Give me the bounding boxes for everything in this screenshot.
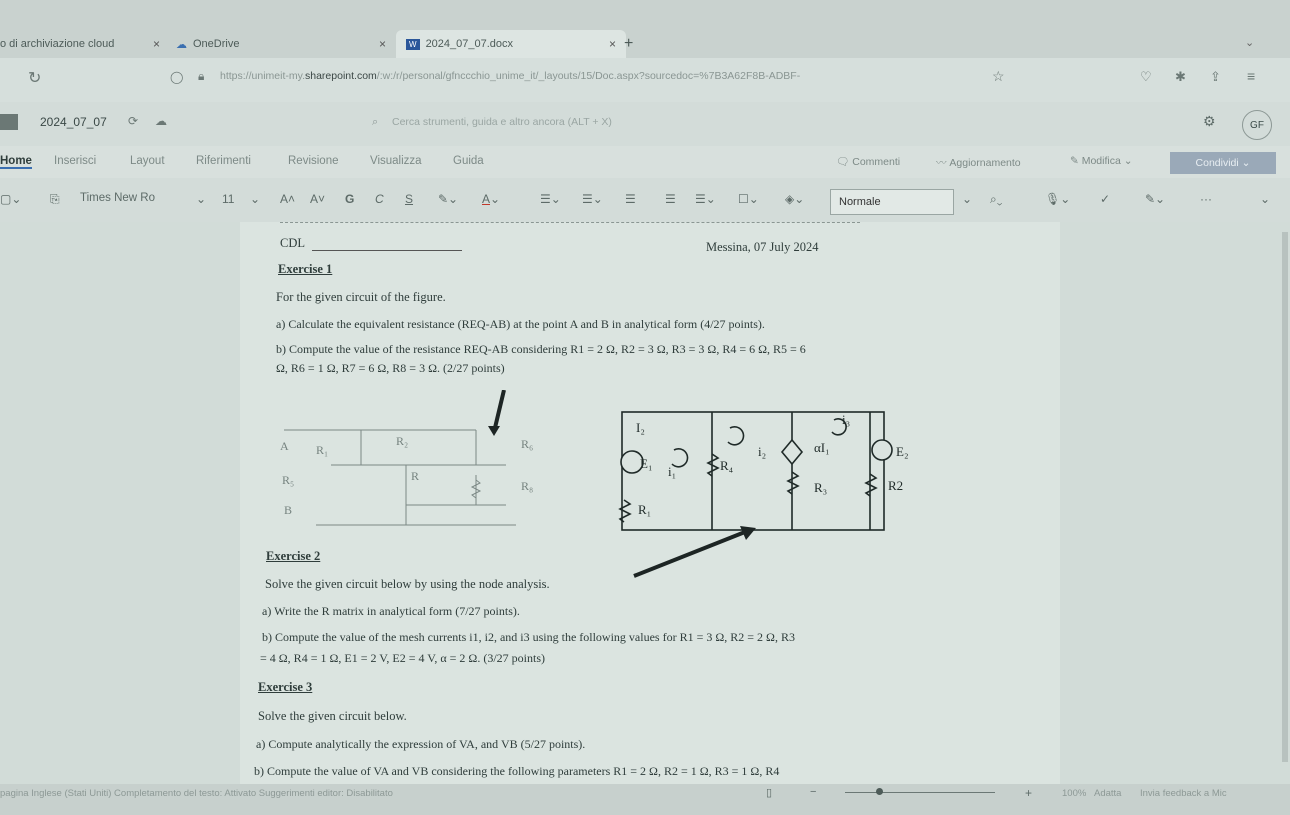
catchup-label: Aggiornamento bbox=[949, 157, 1021, 169]
star-icon[interactable]: ☆ bbox=[992, 68, 1005, 84]
svg-text:R: R bbox=[411, 469, 420, 483]
pocket-icon[interactable]: ♡ bbox=[1140, 69, 1152, 84]
new-tab-button[interactable]: + bbox=[624, 35, 634, 52]
word-app-bar bbox=[0, 102, 1290, 146]
sync-icon[interactable]: ⟳ bbox=[128, 114, 139, 128]
url-path: /:w:/r/personal/gfnccchio_unime_it/_layouts/15/Doc.aspx?sourcedoc=%7B3A62F8B-ADBF- bbox=[376, 70, 801, 82]
exercise-2-part-b-line2: = 4 Ω, R4 = 1 Ω, E1 = 2 V, E2 = 4 V, α = 2 Ω. (3/27 points) bbox=[260, 651, 546, 665]
exercise-2-part-a: a) Write the R matrix in analytical form (7/27 points). bbox=[262, 604, 520, 618]
svg-text:R₁: R₁ bbox=[316, 443, 329, 457]
svg-text:E₂: E₂ bbox=[896, 444, 908, 459]
status-text: pagina Inglese (Stati Uniti) Completamento del testo: Attivato Suggerimenti editor: Disabilitato bbox=[0, 788, 393, 799]
exercise-2-part-b-line1: b) Compute the value of the mesh currents i1, i2, and i3 using the following values for R1 = 3 Ω, R2 = 2 Ω, R3 bbox=[262, 630, 795, 644]
exercise-2-title: Exercise 2 bbox=[266, 549, 321, 563]
search-input[interactable]: Cerca strumenti, guida e altro ancora (ALT + X) bbox=[392, 116, 612, 128]
highlight-icon[interactable]: ✎⌄ bbox=[438, 192, 459, 206]
svg-text:R₁: R₁ bbox=[638, 502, 652, 517]
tab-label: 2024_07_07.docx bbox=[425, 38, 514, 50]
document-title[interactable]: 2024_07_07 bbox=[40, 115, 107, 129]
font-size-select[interactable]: 11 bbox=[222, 192, 235, 206]
zoom-in-icon[interactable]: + bbox=[1025, 786, 1033, 800]
url-field[interactable] bbox=[220, 70, 800, 82]
ribbon-tabs bbox=[0, 146, 1290, 178]
address-bar-row bbox=[0, 58, 1290, 102]
tab-label: o di archiviazione cloud bbox=[0, 38, 115, 50]
styles-dropdown-icon[interactable]: ⌄ bbox=[962, 192, 973, 206]
tab-references[interactable]: Riferimenti bbox=[196, 155, 251, 167]
zoom-slider-handle[interactable] bbox=[876, 788, 883, 795]
circuit-figure-1 bbox=[276, 390, 536, 540]
svg-text:R2: R2 bbox=[888, 478, 904, 493]
shading-icon[interactable]: ◈⌄ bbox=[785, 192, 805, 206]
reload-icon[interactable]: ↻ bbox=[28, 70, 42, 87]
exercise-1-part-a: a) Calculate the equivalent resistance (REQ-AB) at the point A and B in analytical form (4/27 points). bbox=[276, 317, 765, 331]
svg-text:i₁: i₁ bbox=[668, 464, 677, 479]
chevron-down-icon[interactable]: ⌄ bbox=[1245, 37, 1255, 49]
app-launcher-icon[interactable] bbox=[0, 114, 18, 130]
collapse-ribbon-icon[interactable]: ⌄ bbox=[1260, 192, 1271, 206]
editing-mode-button[interactable]: ✎ Modifica ⌄ bbox=[1070, 155, 1133, 167]
zoom-level[interactable]: 100% bbox=[1062, 788, 1087, 799]
tab-help[interactable]: Guida bbox=[453, 155, 484, 167]
borders-icon[interactable]: ☐⌄ bbox=[738, 192, 759, 206]
tab-insert[interactable]: Inserisci bbox=[54, 155, 97, 167]
close-icon[interactable]: × bbox=[608, 37, 616, 51]
formatting-toolbar bbox=[0, 178, 1290, 222]
align-icon[interactable]: ☰⌄ bbox=[695, 192, 716, 206]
status-bar bbox=[0, 784, 1290, 815]
pencil-icon: ✎ bbox=[1070, 155, 1082, 167]
exercise-1-title: Exercise 1 bbox=[278, 262, 333, 276]
word-icon: W bbox=[406, 39, 420, 50]
header-rule bbox=[280, 222, 860, 223]
tab-layout[interactable]: Layout bbox=[130, 155, 165, 167]
svg-text:αI₁: αI₁ bbox=[814, 440, 830, 455]
exercise-3-intro: Solve the given circuit below. bbox=[258, 709, 407, 723]
zoom-out-icon[interactable]: − bbox=[810, 786, 817, 798]
cdl-label: CDL bbox=[280, 236, 305, 250]
wave-icon: 〰 bbox=[936, 157, 950, 169]
cdl-blank-line bbox=[312, 250, 462, 251]
lock-icon[interactable]: 🔒︎ bbox=[198, 69, 205, 83]
share-icon[interactable]: ⇪ bbox=[1210, 69, 1221, 84]
bullets-icon[interactable]: ☰⌄ bbox=[540, 192, 561, 206]
share-label: Condividi bbox=[1195, 157, 1239, 169]
designer-icon[interactable]: ✎⌄ bbox=[1145, 192, 1166, 206]
svg-text:i₃: i₃ bbox=[842, 412, 851, 427]
svg-text:A: A bbox=[280, 439, 289, 453]
svg-text:R₃: R₃ bbox=[814, 480, 828, 495]
tab-review[interactable]: Revisione bbox=[288, 155, 339, 167]
grow-font-icon[interactable]: A˄ bbox=[280, 192, 296, 206]
gear-icon[interactable]: ⚙ bbox=[1203, 113, 1216, 129]
tab-onedrive[interactable] bbox=[176, 30, 386, 58]
editing-label: Modifica bbox=[1081, 155, 1121, 167]
pointer-arrow bbox=[630, 522, 770, 582]
close-icon[interactable]: × bbox=[378, 37, 386, 51]
exercise-2-intro: Solve the given circuit below by using the node analysis. bbox=[265, 577, 550, 591]
clipboard-icon[interactable]: ⎘ bbox=[50, 192, 60, 206]
tab-cloud-storage[interactable] bbox=[0, 30, 160, 58]
fit-button[interactable]: Adatta bbox=[1094, 788, 1122, 799]
dictate-icon[interactable]: 🎙︎⌄ bbox=[1045, 192, 1071, 206]
exercise-1-intro: For the given circuit of the figure. bbox=[276, 290, 446, 304]
catchup-button[interactable] bbox=[936, 155, 1021, 170]
svg-text:R₂: R₂ bbox=[396, 434, 409, 448]
numbering-icon[interactable]: ☰⌄ bbox=[582, 192, 603, 206]
outdent-icon[interactable]: ☰ bbox=[625, 192, 636, 206]
exercise-3-part-b: b) Compute the value of VA and VB considering the following parameters R1 = 2 Ω, R2 = 1 Ω, R3 = 1 Ω, R4 bbox=[254, 764, 780, 778]
zoom-slider[interactable] bbox=[845, 792, 995, 793]
italic-icon[interactable]: C bbox=[375, 192, 384, 206]
view-mode-icon[interactable]: ▯ bbox=[766, 787, 773, 799]
cloud-icon: ☁ bbox=[176, 38, 187, 51]
style-select[interactable]: Normale bbox=[830, 189, 954, 215]
share-button[interactable]: Condividi ⌄ bbox=[1170, 152, 1276, 174]
comment-icon: 🗨︎ bbox=[836, 156, 853, 168]
place-date: Messina, 07 July 2024 bbox=[706, 240, 819, 254]
tab-docx[interactable] bbox=[396, 30, 626, 58]
font-name-select[interactable]: Times New Ro bbox=[80, 192, 155, 204]
svg-text:R₅: R₅ bbox=[282, 473, 295, 487]
underline-icon[interactable]: S bbox=[405, 192, 414, 206]
feedback-link[interactable]: Invia feedback a Mic bbox=[1140, 788, 1227, 799]
paste-icon[interactable]: ▢⌄ bbox=[0, 192, 22, 206]
font-name-dropdown-icon[interactable]: ⌄ bbox=[196, 192, 207, 206]
vertical-scrollbar[interactable] bbox=[1282, 232, 1288, 762]
svg-text:R₄: R₄ bbox=[720, 458, 734, 473]
browser-tab-bar bbox=[0, 0, 1290, 58]
editor-icon[interactable]: ✓ bbox=[1100, 192, 1111, 206]
extensions-icon[interactable]: ✱ bbox=[1175, 69, 1186, 84]
search-icon[interactable]: ⌕ bbox=[372, 116, 379, 128]
exercise-3-title: Exercise 3 bbox=[258, 680, 313, 694]
url-prefix: https://unimeit-my. bbox=[220, 70, 305, 82]
svg-text:i₂: i₂ bbox=[758, 444, 767, 459]
exercise-1-part-b-line1: b) Compute the value of the resistance REQ-AB considering R1 = 2 Ω, R2 = 3 Ω, R3 = 3 Ω, R4 = 6 Ω, R5 = 6 bbox=[276, 342, 806, 356]
close-icon[interactable]: × bbox=[152, 37, 160, 51]
menu-icon[interactable]: ≡ bbox=[1247, 68, 1256, 84]
cloud-saved-icon: ☁ bbox=[155, 114, 167, 128]
bold-icon[interactable]: G bbox=[345, 192, 355, 206]
tab-label: OneDrive bbox=[193, 38, 240, 50]
url-domain: sharepoint.com bbox=[305, 70, 377, 82]
exercise-1-part-b-line2: Ω, R6 = 1 Ω, R7 = 6 Ω, R8 = 3 Ω. (2/27 points) bbox=[276, 361, 505, 375]
more-options-icon[interactable]: ··· bbox=[1200, 192, 1212, 206]
tab-view[interactable]: Visualizza bbox=[370, 155, 422, 167]
comments-button[interactable] bbox=[836, 155, 900, 168]
font-color-icon[interactable]: A⌄ bbox=[482, 192, 501, 206]
tab-home[interactable]: Home bbox=[0, 155, 32, 167]
svg-text:R₆: R₆ bbox=[521, 437, 534, 451]
indent-icon[interactable]: ☰ bbox=[665, 192, 676, 206]
shrink-font-icon[interactable]: A˅ bbox=[310, 192, 326, 206]
find-icon[interactable]: ⌕⌄ bbox=[990, 192, 1003, 206]
svg-text:I₂: I₂ bbox=[636, 420, 645, 435]
svg-text:E₁: E₁ bbox=[640, 456, 653, 471]
avatar[interactable]: GF bbox=[1242, 110, 1272, 140]
font-size-dropdown-icon[interactable]: ⌄ bbox=[250, 192, 261, 206]
shield-icon[interactable]: ◯ bbox=[170, 70, 184, 84]
exercise-3-part-a: a) Compute analytically the expression of VA, and VB (5/27 points). bbox=[256, 737, 586, 751]
document-page[interactable] bbox=[240, 222, 1060, 784]
document-canvas bbox=[0, 222, 1290, 784]
svg-text:B: B bbox=[284, 503, 293, 517]
comments-label: Commenti bbox=[852, 156, 901, 168]
svg-text:R₈: R₈ bbox=[521, 479, 534, 493]
